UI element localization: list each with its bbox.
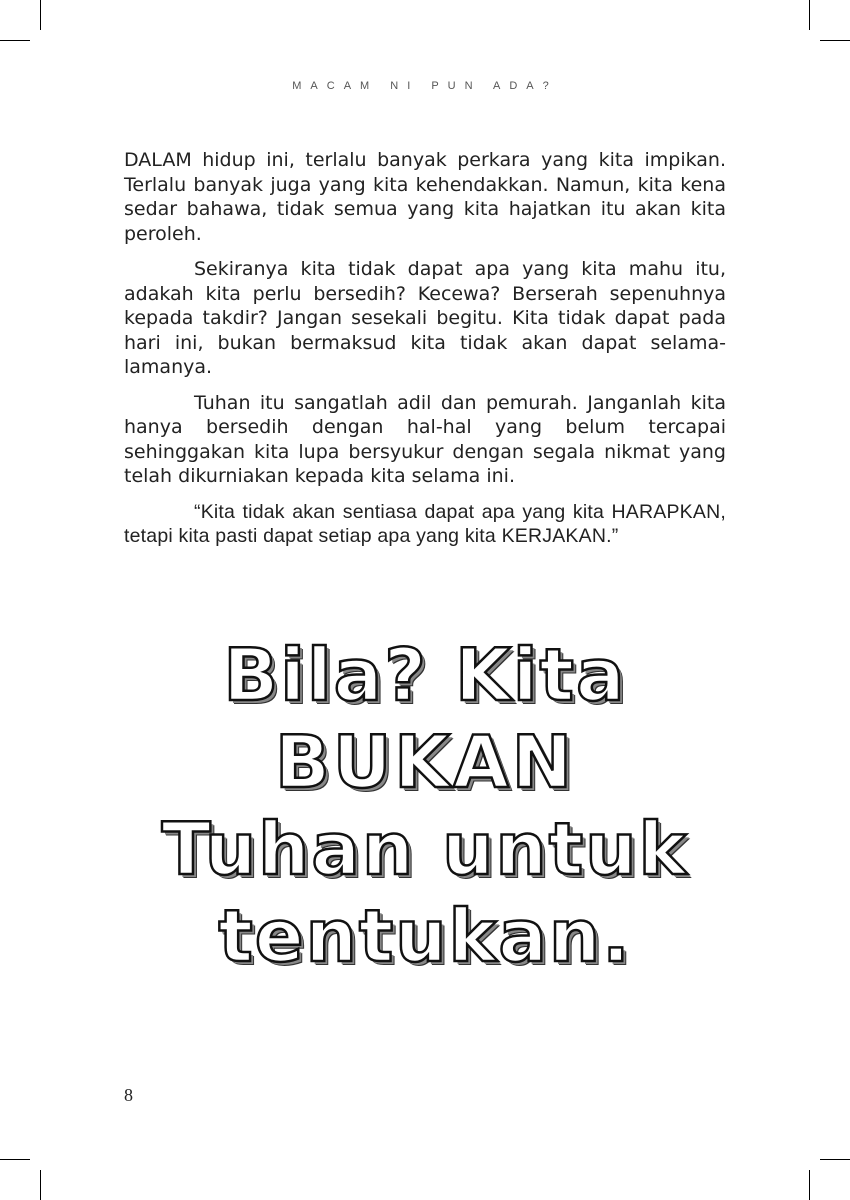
running-header: MACAM NI PUN ADA? (292, 80, 558, 92)
crop-mark-bottom-right (809, 1170, 810, 1200)
crop-mark-top-left-h (0, 40, 30, 41)
paragraph-1: DALAM hidup ini, terlalu banyak perkara yang kita impikan. Terlalu banyak juga yang kita kehendakkan. Namun, kita kena sedar bahawa, tidak semua yang kita hajatkan itu akan kita peroleh. (124, 149, 726, 245)
callout-line-2: BUKAN (274, 720, 576, 804)
crop-mark-top-right (809, 0, 810, 30)
paragraph-2: Sekiranya kita tidak dapat apa yang kita mahu itu, adakah kita perlu bersedih? Kecewa? Berserah sepenuhnya kepada takdir? Jangan sesekali begitu. Kita tidak dapat pada hari ini, bukan bermaksud kita tidak akan dapat selama-lamanya. (124, 258, 726, 378)
crop-mark-bottom-right-h (820, 1159, 850, 1160)
callout-line-1: Bila? Kita (223, 633, 627, 717)
crop-mark-bottom-left (40, 1170, 41, 1200)
quote-paragraph: “Kita tidak akan sentiasa dapat apa yang kita HARAPKAN, tetapi kita pasti dapat setiap apa yang kita KERJAKAN.” (124, 500, 726, 547)
crop-mark-top-right-h (820, 40, 850, 41)
page-number: 8 (124, 1085, 133, 1105)
callout-line-3: Tuhan untuk (161, 807, 689, 891)
callout-line-4: tentukan. (218, 894, 632, 978)
body-text (124, 148, 726, 560)
crop-mark-top-left (40, 0, 41, 30)
paragraph-3: Tuhan itu sangatlah adil dan pemurah. Janganlah kita hanya bersedih dengan hal-hal yang belum tercapai sehinggakan kita lupa bersyukur dengan segala nikmat yang telah dikurniakan kepada kita selama ini. (124, 391, 726, 487)
callout-heading (0, 632, 850, 980)
crop-mark-bottom-left-h (0, 1159, 30, 1160)
